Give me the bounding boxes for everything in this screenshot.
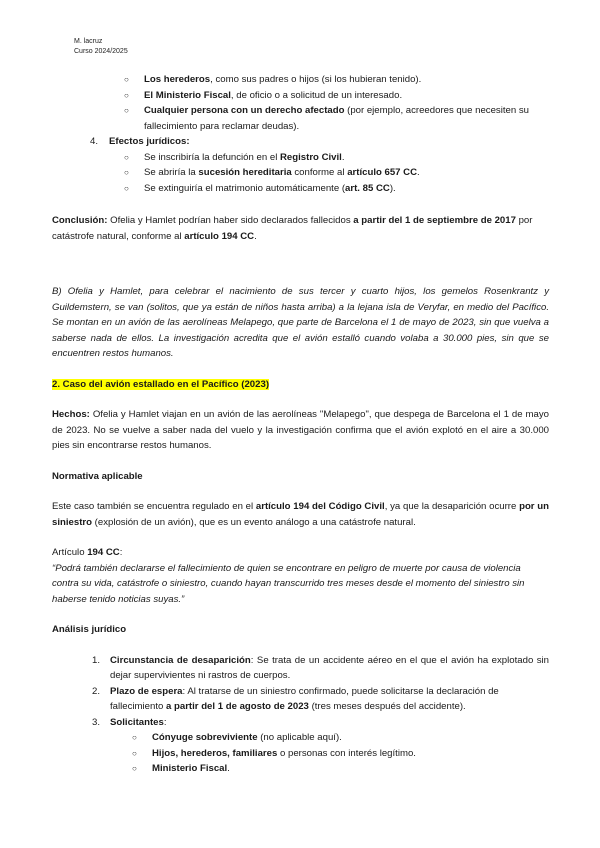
section-2-title: 2. Caso del avión estallado en el Pacífico (2023)	[52, 378, 270, 390]
numbered-item-1: 1. Circunstancia de desaparición: Se trata de un accidente aéreo en el que el avión ha explotado sin dejar supervivientes ni rastros de cuerpos.	[92, 654, 550, 681]
numbered-item-2: 2. Plazo de espera: Al tratarse de un siniestro confirmado, puede solicitarse la declaración de fallecimiento a partir del 1 de agosto de 2023 (tres meses después del accidente).	[92, 685, 499, 712]
list-item: ○ Se inscribiría la defunción en el Registro Civil.	[52, 150, 549, 166]
numbered-item-3: 3. Solicitantes:	[92, 716, 167, 728]
effects-list	[52, 150, 549, 197]
articulo-label: Artículo 194 CC:	[52, 547, 123, 558]
document-body	[52, 72, 549, 777]
list-item: ○ Hijos, herederos, familiares o personas con interés legítimo.	[52, 746, 549, 762]
petitioners-list	[52, 72, 549, 134]
conclusion-paragraph: Conclusión: Ofelia y Hamlet podrían haber sido declarados fallecidos a partir del 1 de septiembre de 2017 por catástrofe natural, conforme al artículo 194 CC.	[52, 215, 533, 242]
analisis-heading: Análisis jurídico	[52, 624, 127, 635]
course-label: Curso 2024/2025	[74, 48, 128, 55]
numbered-item-4: 4. Efectos jurídicos:	[90, 136, 190, 147]
list-item: ○ Se abriría la sucesión hereditaria conforme al artículo 657 CC.	[52, 165, 549, 181]
articulo-quote: “Podrá también declararse el fallecimiento de quien se encontrare en peligro de muerte por causa de violencia contra su vida, catástrofe o siniestro, cuando hayan transcurrido tres meses desde el momento del siniestro sin haberse tenido noticias suyas.”	[52, 562, 525, 605]
list-item: ○ Cualquier persona con un derecho afectado (por ejemplo, acreedores que necesiten su fallecimiento para reclamar deudas).	[52, 103, 549, 134]
normativa-heading: Normativa aplicable	[52, 470, 143, 482]
analisis-list	[52, 653, 549, 777]
list-item: ○ Cónyuge sobreviviente (no aplicable aquí).	[52, 730, 549, 746]
author-name: M. lacruz	[74, 38, 103, 45]
list-item: ○ Los herederos, como sus padres o hijos (si los hubieran tenido).	[52, 72, 549, 88]
list-item: ○ Ministerio Fiscal.	[52, 761, 549, 777]
normativa-paragraph: Este caso también se encuentra regulado en el artículo 194 del Código Civil, ya que la desaparición ocurre por un siniestro (explosión de un avión), que es un evento análogo a una catástrofe natural.	[52, 501, 550, 528]
page-header	[74, 37, 128, 57]
list-item: ○ El Ministerio Fiscal, de oficio o a solicitud de un interesado.	[52, 88, 549, 104]
case-b-statement: B) Ofelia y Hamlet, para celebrar el nacimiento de sus tercer y cuarto hijos, los gemelos Rosenkrantz y Guildemstern, se van (solitos, que ya están de niños hasta arriba) a la lejana isla de Veryfar, en medio del Pacífico. Se montan en un avión de las aerolíneas Melapego, que parte de Barcelona el 1 de mayo de 2023, sin que vuelva a saberse nada de ellos. La investigación acredita que el avión estalló cuando volaba a 30.000 pies, sin que se encuentren restos humanos.	[52, 286, 549, 359]
list-item: ○ Se extinguiría el matrimonio automáticamente (art. 85 CC).	[52, 181, 549, 197]
hechos-paragraph: Hechos: Ofelia y Hamlet viajan en un avión de las aerolíneas "Melapego", que despega de Barcelona el 1 de mayo de 2023. No se vuelve a saber nada del vuelo y la investigación confirma que el avión explotó en el aire a 30.000 pies sin encontrarse restos humanos.	[52, 409, 549, 451]
solicitantes-list	[52, 730, 549, 777]
